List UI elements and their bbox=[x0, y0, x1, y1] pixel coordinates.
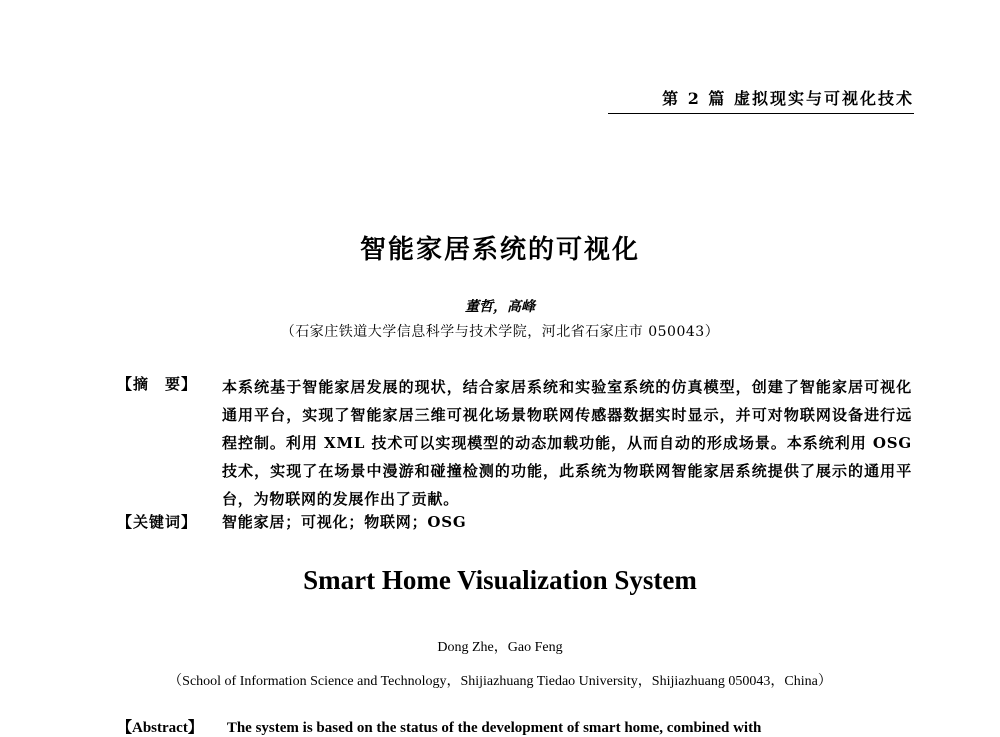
abstract-text: 本系统基于智能家居发展的现状，结合家居系统和实验室系统的仿真模型，创建了智能家居可视化通用平台，实现了智能家居三维可视化场景物联网传感器数据实时显示，并可对物联网设备进行远程控制。利用 XML 技术可以实现模型的动态加载功能，从而自动的形成场景。本系统利用 OSG 技术，实现了在场景中漫游和碰撞检测的功能，此系统为物联网智能家居系统提供了展示的通用平台，为物联网的发展作出了贡献。 bbox=[222, 378, 912, 508]
chinese-title: 智能家居系统的可视化 bbox=[359, 235, 640, 265]
english-abstract-line bbox=[117, 716, 917, 737]
english-authors: Dong Zhe，Gao Feng bbox=[437, 640, 563, 655]
english-abstract-label: 【Abstract】 bbox=[117, 720, 203, 736]
keywords-text: 智能家居；可视化；物联网；OSG bbox=[222, 513, 467, 531]
keywords-label: 【关键词】 bbox=[117, 513, 198, 531]
abstract-label: 【摘 要】 bbox=[117, 375, 198, 393]
running-header: 第 2 篇 虚拟现实与可视化技术 bbox=[608, 86, 914, 114]
chinese-affiliation: （石家庄铁道大学信息科学与技术学院，河北省石家庄市 050043） bbox=[280, 324, 720, 340]
english-title: Smart Home Visualization System bbox=[303, 565, 697, 595]
english-affiliation: （School of Information Science and Technology，Shijiazhuang Tiedao University，Shijiazhuang 050043，China） bbox=[168, 674, 832, 689]
english-abstract-text: The system is based on the status of the development of smart home, combined with bbox=[226, 720, 762, 736]
chinese-authors: 董哲，高峰 bbox=[465, 299, 535, 315]
